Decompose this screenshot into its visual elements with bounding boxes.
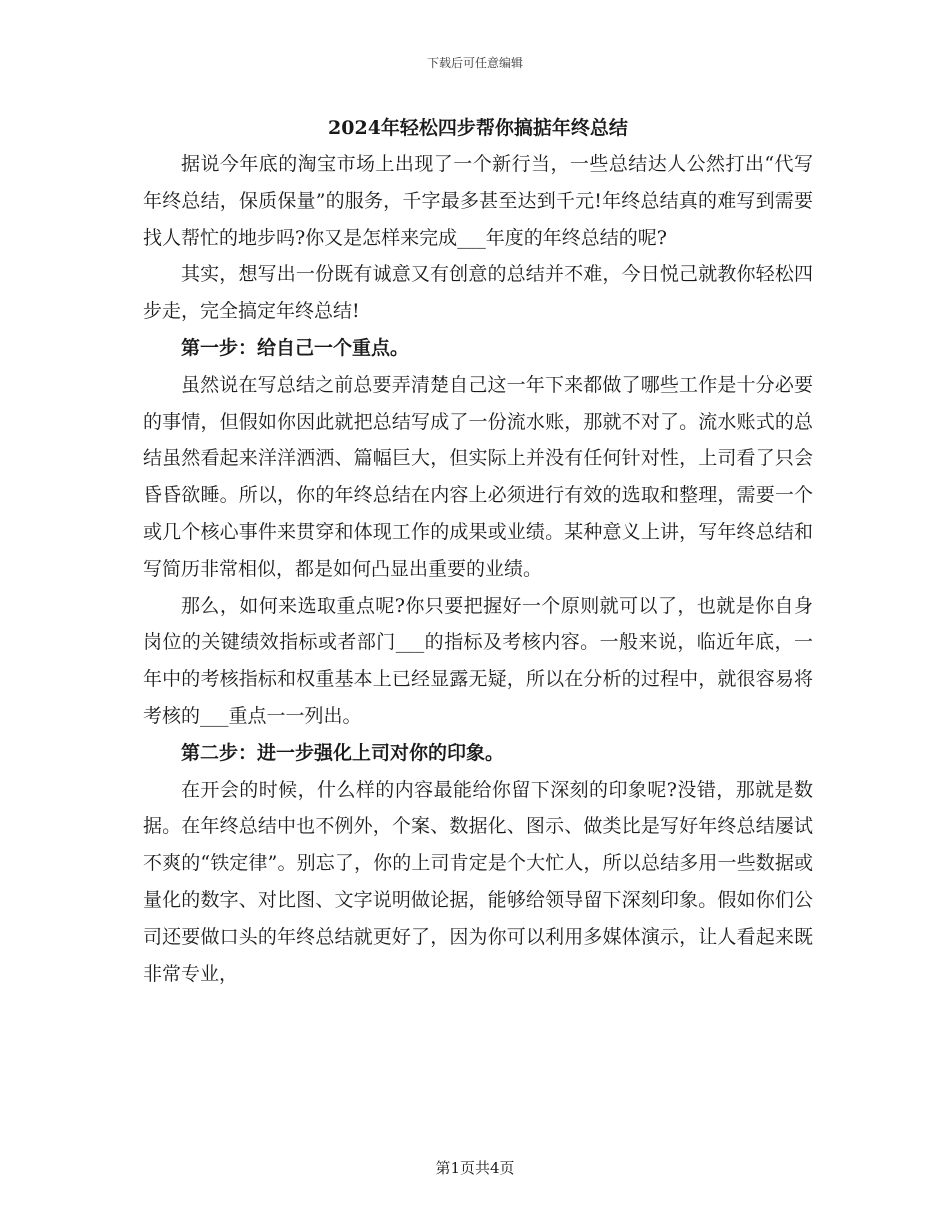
paragraph-step-one-focus: 那么，如何来选取重点呢?你只要把握好一个原则就可以了，也就是你自身岗位的关键绩效指标或者部门___的指标及考核内容。一般来说，临近年底，一年中的考核指标和权重基本上已经显露无疑，所以在分析的过程中，就很容易将考核的___重点一一列出。: [143, 594, 813, 727]
document-title: 2024年轻松四步帮你搞掂年终总结: [328, 117, 628, 139]
step-two-heading: 第二步：进一步强化上司对你的印象。: [181, 741, 505, 764]
page-number: 第1页共4页: [435, 1159, 515, 1177]
document-body: [143, 112, 813, 992]
step-one-heading: 第一步：给自己一个重点。: [181, 336, 410, 359]
paragraph-intro: 据说今年底的淘宝市场上出现了一个新行当，一些总结达人公然打出“代写年终总结，保质保量”的服务，千字最多甚至达到千元!年终总结真的难写到需要找人帮忙的地步吗?你又是怎样来完成___年度的年终总结的呢?: [143, 153, 813, 249]
download-note: 下载后可任意编辑: [426, 56, 523, 70]
paragraph-step-two-body: 在开会的时候，什么样的内容最能给你留下深刻的印象呢?没错，那就是数据。在年终总结中也不例外，个案、数据化、图示、做类比是写好年终总结屡试不爽的“铁定律”。别忘了，你的上司肯定是个大忙人，所以总结多用一些数据或量化的数字、对比图、文字说明做论据，能够给领导留下深刻印象。假如你们公司还要做口头的年终总结就更好了，因为你可以利用多媒体演示，让人看起来既非常专业，: [143, 778, 813, 985]
paragraph-overview: 其实，想写出一份既有诚意又有创意的总结并不难，今日悦己就教你轻松四步走，完全搞定年终总结!: [143, 263, 813, 323]
paragraph-step-one-body: 虽然说在写总结之前总要弄清楚自己这一年下来都做了哪些工作是十分必要的事情，但假如你因此就把总结写成了一份流水账，那就不对了。流水账式的总结虽然看起来洋洋洒洒、篇幅巨大，但实际上并没有任何针对性，上司看了只会昏昏欲睡。所以，你的年终总结在内容上必须进行有效的选取和整理，需要一个或几个核心事件来贯穿和体现工作的成果或业绩。某种意义上讲，写年终总结和写简历非常相似，都是如何凸显出重要的业绩。: [143, 373, 813, 580]
